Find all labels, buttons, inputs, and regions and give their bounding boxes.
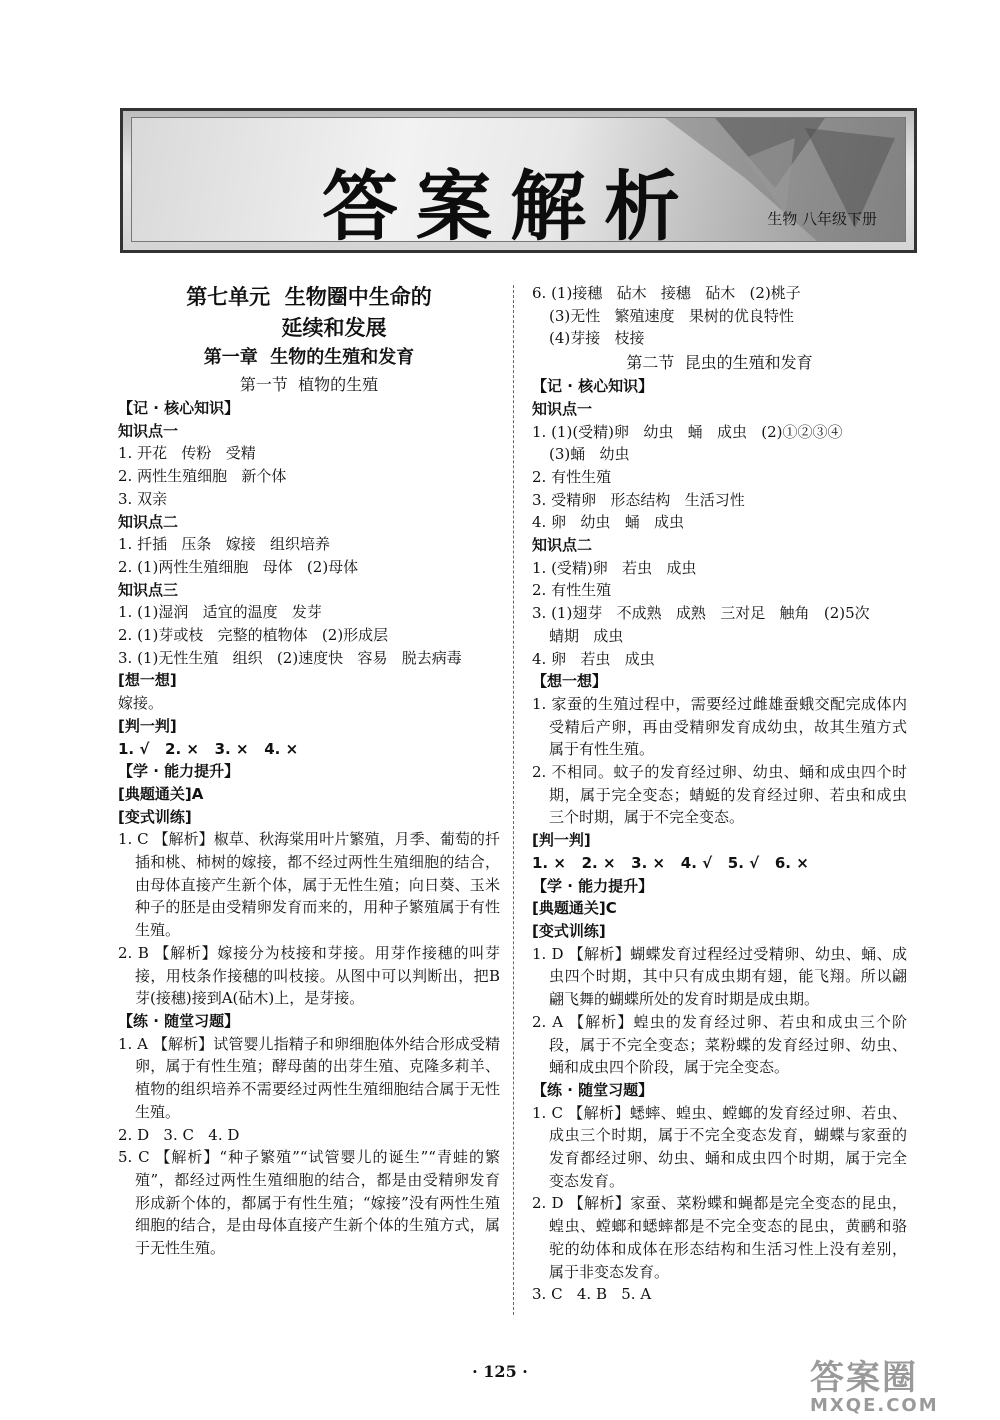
answer-line: (4)芽接 枝接 xyxy=(549,329,645,348)
heading-practice: 【练 · 随堂习题】 xyxy=(118,1011,240,1030)
right-column xyxy=(532,282,907,1306)
answer-line: 4. 卵 若虫 成虫 xyxy=(532,649,655,668)
explanation-item: 1. 家蚕的生殖过程中，需要经过雌雄蚕蛾交配完成体内受精后产卵，再由受精卵发育成幼虫，故其生殖方式属于有性生殖。 xyxy=(532,694,907,759)
explanation-item: 1. A 【解析】试管婴儿指精子和卵细胞体外结合形成受精卵，属于有性生殖；酵母菌的出芽生殖、克隆多莉羊、植物的组织培养不需要经过两性生殖细胞结合属于无性生殖。 xyxy=(118,1034,500,1121)
heading-judge: [判一判] xyxy=(118,716,177,735)
heading-judge: [判一判] xyxy=(532,831,591,850)
answer-line: (3)蛹 幼虫 xyxy=(549,445,630,464)
answer-line: 嫁接。 xyxy=(118,694,164,713)
explanation-item: 2. 不相同。蚊子的发育经过卵、幼虫、蛹和成虫四个时期，属于完全变态；蜻蜓的发育经过卵、若虫和成虫三个时期，属于不完全变态。 xyxy=(532,763,907,827)
heading-variant-training: [变式训练] xyxy=(118,807,192,826)
watermark-logo xyxy=(810,1350,985,1415)
answer-line: 1. (受精)卵 若虫 成虫 xyxy=(532,558,697,577)
knowledge-point-1: 知识点一 xyxy=(118,421,179,440)
answer-line: 1. 扦插 压条 嫁接 组织培养 xyxy=(118,535,330,554)
answer-line: 1. 开花 传粉 受精 xyxy=(118,444,256,463)
answer-line: 1. (1)(受精)卵 幼虫 蛹 成虫 (2)①②③④ xyxy=(532,422,843,441)
knowledge-point-1: 知识点一 xyxy=(532,399,593,418)
answer-line: 2. 两性生殖细胞 新个体 xyxy=(118,467,287,486)
heading-think: 【想一想】 xyxy=(532,672,608,691)
explanation-item: 2. D 【解析】家蚕、菜粉蝶和蝇都是完全变态的昆虫，蝗虫、螳螂和蟋蟀都是不完全变态的昆虫，黄鹂和骆驼的幼体和成体在形态结构和生活习性上没有差别，属于非变态发育。 xyxy=(532,1194,907,1281)
answer-line: 3. C 4. B 5. A xyxy=(532,1285,652,1304)
watermark-text-cn: 答案圈 xyxy=(810,1358,918,1398)
heading-variant-training: [变式训练] xyxy=(532,921,606,940)
answer-line: 6. (1)接穗 砧木 接穗 砧木 (2)桃子 xyxy=(532,284,801,302)
column-divider xyxy=(513,285,514,1315)
answer-line: 3. 受精卵 形态结构 生活习性 xyxy=(532,490,745,509)
knowledge-point-2: 知识点二 xyxy=(532,536,593,555)
heading-core-knowledge: 【记 · 核心知识】 xyxy=(118,399,240,417)
explanation-item: 2. B 【解析】嫁接分为枝接和芽接。用芽作接穗的叫芽接，用枝条作接穗的叫枝接。从图中可以判断出，把B芽(接穗)接到A(砧木)上，是芽接。 xyxy=(118,943,500,1008)
answer-line: 2. D 3. C 4. D xyxy=(118,1125,240,1144)
answer-line: 1. × 2. × 3. × 4. √ 5. √ 6. × xyxy=(532,853,809,872)
answer-line: 1. (1)湿润 适宜的温度 发芽 xyxy=(118,603,322,622)
heading-ability: 【学 · 能力提升】 xyxy=(532,876,654,895)
unit-title-line1: 第七单元 生物圈中生命的 xyxy=(186,285,432,309)
answer-line: 1. √ 2. × 3. × 4. × xyxy=(118,739,299,758)
knowledge-point-2: 知识点二 xyxy=(118,512,179,531)
page-title: 答案解析 xyxy=(322,162,698,242)
answer-line: 2. 有性生殖 xyxy=(532,581,612,600)
unit-title-line2: 延续和发展 xyxy=(281,316,387,340)
heading-ability: 【学 · 能力提升】 xyxy=(118,762,240,781)
heading-practice: 【练 · 随堂习题】 xyxy=(532,1080,654,1099)
page-number: · 125 · xyxy=(472,1362,528,1381)
typical-question: [典题通关]C xyxy=(532,899,617,918)
knowledge-point-3: 知识点三 xyxy=(118,580,179,599)
explanation-item: 1. C 【解析】蟋蟀、蝗虫、螳螂的发育经过卵、若虫、成虫三个时期，属于不完全变态发育，蝴蝶与家蚕的发育都经过卵、幼虫、蛹和成虫四个时期，属于完全变态发育。 xyxy=(532,1103,907,1190)
heading-think: [想一想] xyxy=(118,671,177,690)
left-column xyxy=(118,282,500,1260)
title-banner xyxy=(120,108,917,253)
answer-line: 2. (1)两性生殖细胞 母体 (2)母体 xyxy=(118,557,359,576)
section-title: 第二节 昆虫的生殖和发育 xyxy=(626,353,813,373)
heading-core-knowledge: 【记 · 核心知识】 xyxy=(532,377,654,396)
answer-line: 2. 有性生殖 xyxy=(532,467,612,486)
answer-line: 4. 卵 幼虫 蛹 成虫 xyxy=(532,513,684,532)
explanation-item: 5. C 【解析】“种子繁殖”“试管婴儿的诞生”“青蛙的繁殖”，都经过两性生殖细胞的结合，都是由受精卵发育形成新个体的，都属于有性生殖；“嫁接”没有两性生殖细胞的结合，是由母体直接产生新个体的生殖方式，属于无性生殖。 xyxy=(118,1148,500,1258)
answer-line: 蜻期 成虫 xyxy=(549,626,624,645)
chapter-title: 第一章 生物的生殖和发育 xyxy=(203,347,415,368)
answer-line: 3. 双亲 xyxy=(118,489,168,508)
section-title: 第一节 植物的生殖 xyxy=(239,375,379,394)
explanation-item: 1. D 【解析】蝴蝶发育过程经过受精卵、幼虫、蛹、成虫四个时期，其中只有成虫期有翅，能飞翔。所以翩翩飞舞的蝴蝶所处的发育时期是成虫期。 xyxy=(532,944,907,1009)
watermark-text-en: MXQE.COM xyxy=(810,1395,939,1416)
answer-line: 2. (1)芽或枝 完整的植物体 (2)形成层 xyxy=(118,626,389,645)
explanation-item: 2. A 【解析】蝗虫的发育经过卵、若虫和成虫三个阶段，属于不完全变态；菜粉蝶的发育经过卵、幼虫、蛹和成虫四个阶段，属于完全变态。 xyxy=(532,1012,907,1077)
typical-question: [典题通关]A xyxy=(118,784,204,803)
answer-line: (3)无性 繁殖速度 果树的优良特性 xyxy=(549,306,794,325)
explanation-item: 1. C 【解析】椒草、秋海棠用叶片繁殖，月季、葡萄的扦插和桃、柿树的嫁接，都不经过两性生殖细胞的结合，由母体直接产生新个体，属于无性生殖；向日葵、玉米种子的胚是由受精卵发育而来的，用种子繁殖属于有性生殖。 xyxy=(118,830,500,940)
answer-line: 3. (1)无性生殖 组织 (2)速度快 容易 脱去病毒 xyxy=(118,648,462,667)
subject-grade-label: 生物 八年级下册 xyxy=(767,210,877,228)
answer-line: 3. (1)翅芽 不成熟 成熟 三对足 触角 (2)5次 xyxy=(532,604,870,623)
banner-background xyxy=(131,117,906,242)
